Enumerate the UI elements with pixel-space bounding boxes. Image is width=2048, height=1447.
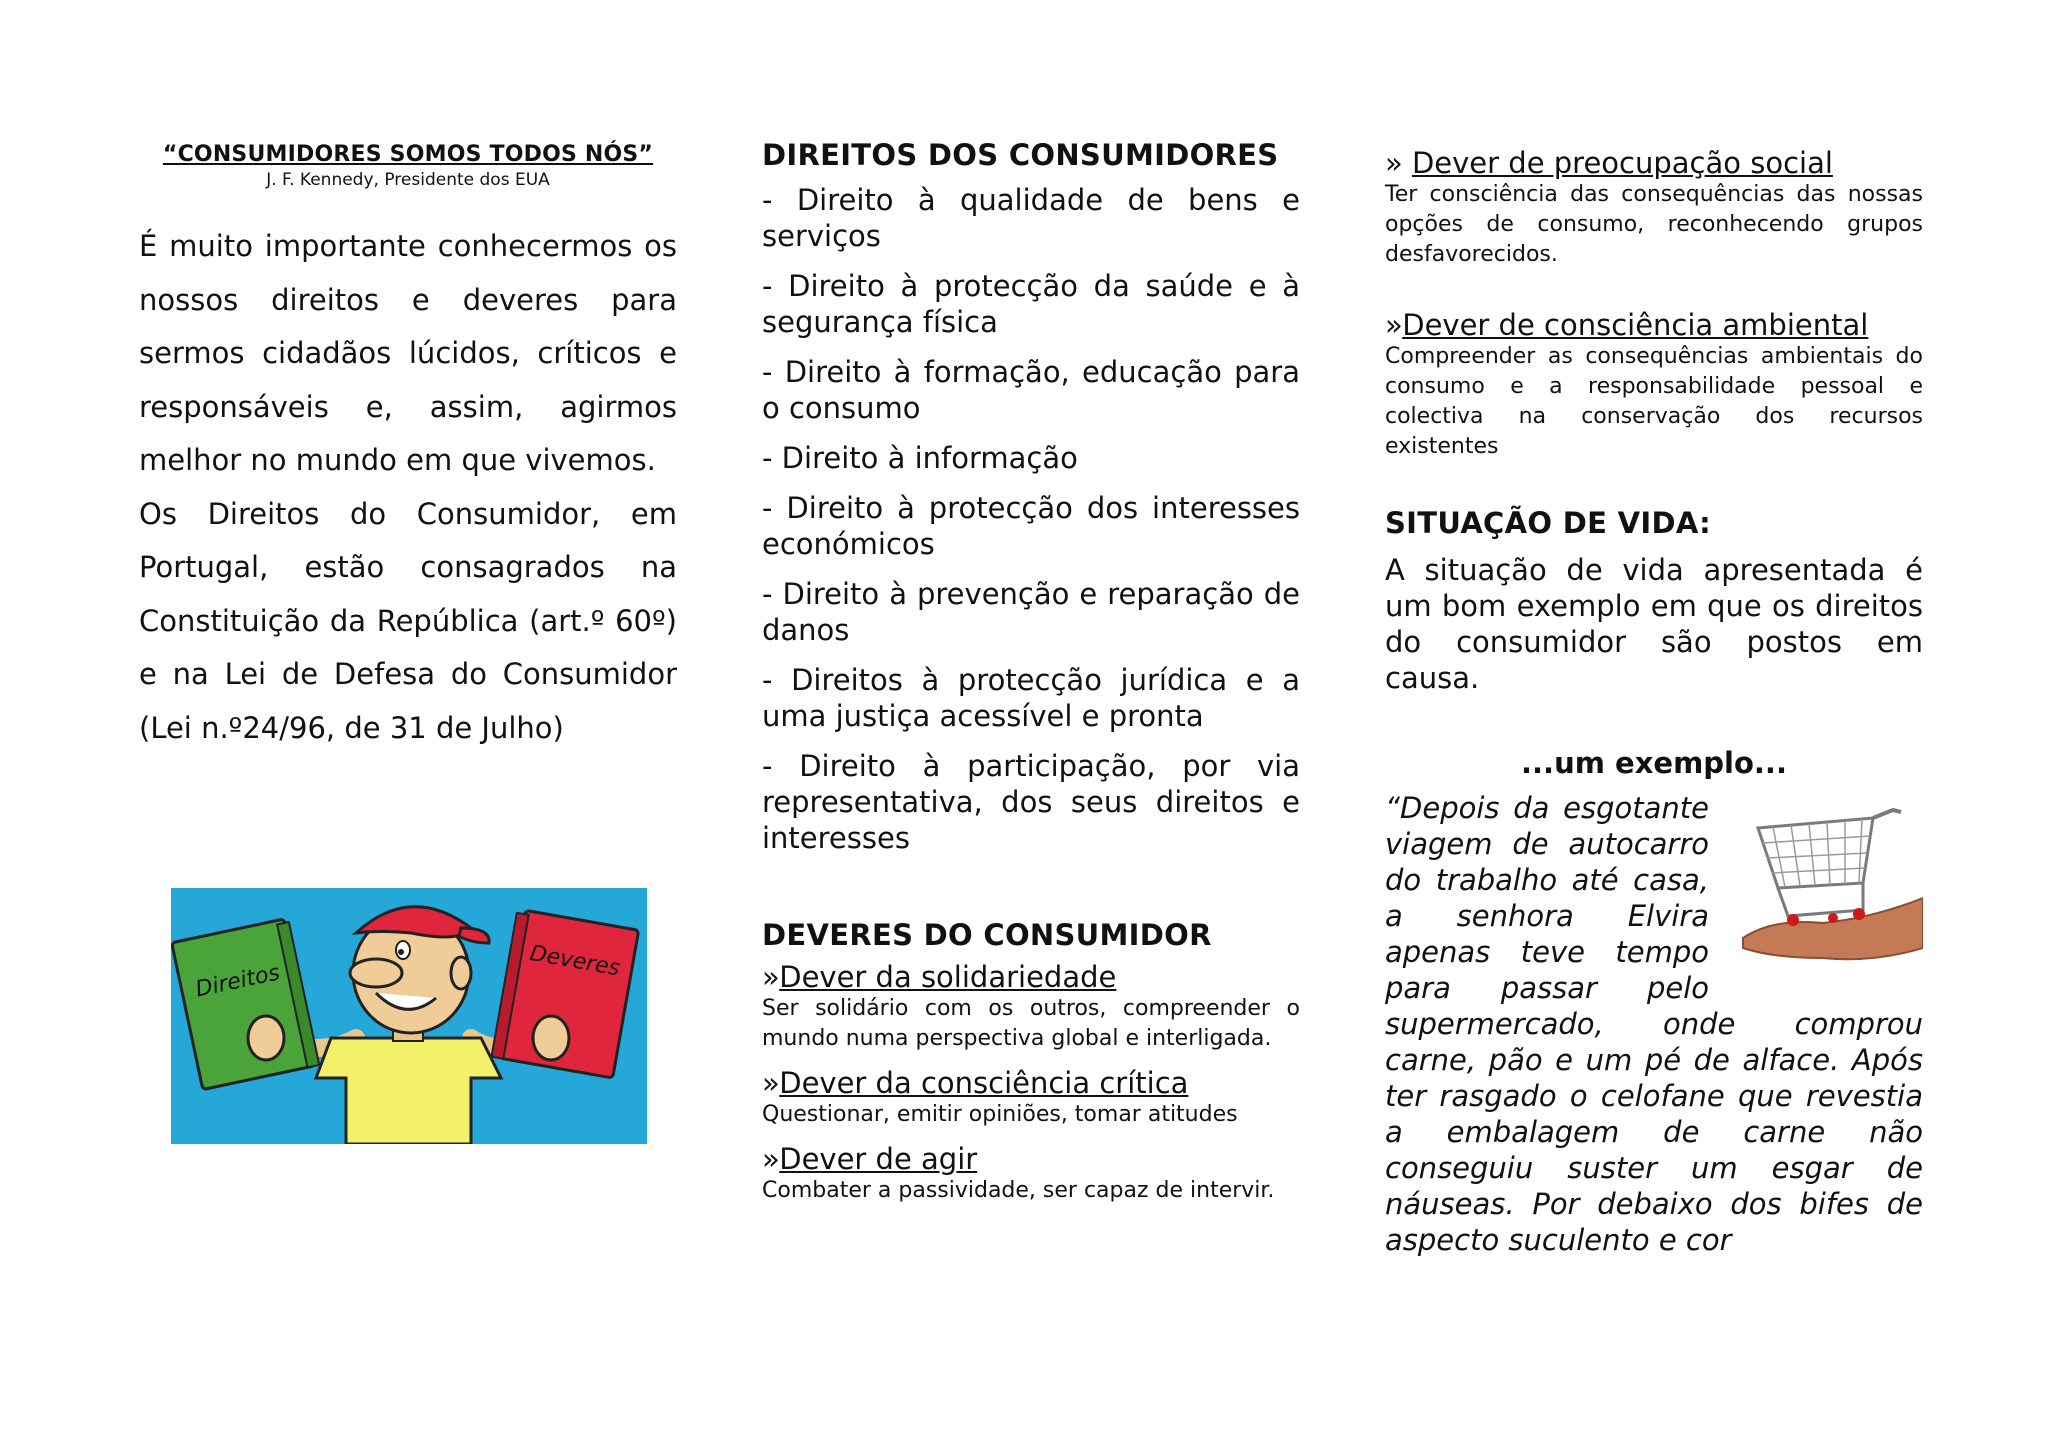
rights-list [762,182,1300,856]
intro-paragraph-2: Os Direitos do Consumidor, em Portugal, estão consagrados na Constituição da República (art.º 60º) e na Lei de Defesa do Consumidor (Lei n.º24/96, de 31 de Julho) [139,496,677,745]
duty-prefix: » [762,960,780,994]
duty-description: Combater a passividade, ser capaz de intervir. [762,1178,1275,1203]
quote-author: J. F. Kennedy, Presidente dos EUA [266,170,550,190]
list-item: - Direito à informação [762,441,1078,475]
duty-title: Dever de agir [779,1142,978,1176]
shopping-cart-image [1733,798,1923,970]
left-column [139,138,677,1003]
situation-text: A situação de vida apresentada é um bom exemplo em que os direitos do consumidor são postos em causa. [1385,553,1923,695]
duty-critical-awareness [762,1066,1300,1130]
duty-description: Compreender as consequências ambientais do consumo e a responsabilidade pessoal e colectiva na conservação dos recursos existentes [1385,344,1923,459]
duty-description: Ser solidário com os outros, compreender o mundo numa perspectiva global e interligada. [762,996,1300,1051]
right-book-label: Deveres [527,940,622,982]
shopping-cart-icon [1733,798,1923,970]
duty-environmental-awareness [1385,308,1923,462]
duty-prefix: » [762,1066,780,1100]
situation-heading: SITUAÇÃO DE VIDA: [1385,506,1711,540]
list-item: - Direitos à protecção jurídica e a uma justiça acessível e pronta [762,663,1300,733]
duties-heading: DEVERES DO CONSUMIDOR [762,918,1212,952]
intro-text [139,220,677,755]
story-text: “Depois da esgotante viagem de autocarro do trabalho até casa, a senhora Elvira apenas teve tempo para passar pelo supermercado, onde comprou carne, pão e um pé de alface. Após ter rasgado o celofane que revestia a embalagem de carne não conseguiu suster um esgar de náuseas. Por debaixo dos bifes de aspecto suculento e cor [1385,791,1923,1257]
list-item: - Direito à qualidade de bens e serviços [762,183,1300,253]
duty-prefix: » [1385,308,1403,342]
duty-prefix: » [762,1142,780,1176]
middle-column [762,138,1300,1218]
duty-title: Dever de consciência ambiental [1402,308,1869,342]
list-item: - Direito à prevenção e reparação de danos [762,577,1300,647]
duty-solidarity [762,960,1300,1054]
duty-title: Dever da solidariedade [779,960,1117,994]
example-heading: ...um exemplo... [1521,746,1787,780]
duty-description: Ter consciência das consequências das nossas opções de consumo, reconhecendo grupos desfavorecidos. [1385,182,1923,267]
duty-to-act [762,1142,1300,1206]
duty-social-concern [1385,146,1923,270]
list-item: - Direito à formação, educação para o consumo [762,355,1300,425]
list-item: - Direito à participação, por via representativa, dos seus direitos e interesses [762,749,1300,855]
duty-title: Dever de preocupação social [1411,146,1833,180]
duty-description: Questionar, emitir opiniões, tomar atitudes [762,1102,1238,1127]
intro-paragraph-1: É muito importante conhecermos os nossos direitos e deveres para sermos cidadãos lúcidos, críticos e responsáveis e, assim, agirmos melhor no mundo em que vivemos. [139,229,677,477]
list-item: - Direito à protecção da saúde e à segurança física [762,269,1300,339]
right-column [1385,138,1923,1258]
rights-duties-illustration [171,888,647,1144]
example-story [1385,790,1923,1258]
person-holding-books-icon [171,888,647,1144]
rights-heading: DIREITOS DOS CONSUMIDORES [762,138,1279,172]
list-item: - Direito à protecção dos interesses económicos [762,491,1300,561]
duty-prefix: » [1385,146,1412,180]
duty-title: Dever da consciência crítica [779,1066,1189,1100]
left-book-label: Direitos [193,960,283,1003]
quote-title: “CONSUMIDORES SOMOS TODOS NÓS” [162,142,654,167]
